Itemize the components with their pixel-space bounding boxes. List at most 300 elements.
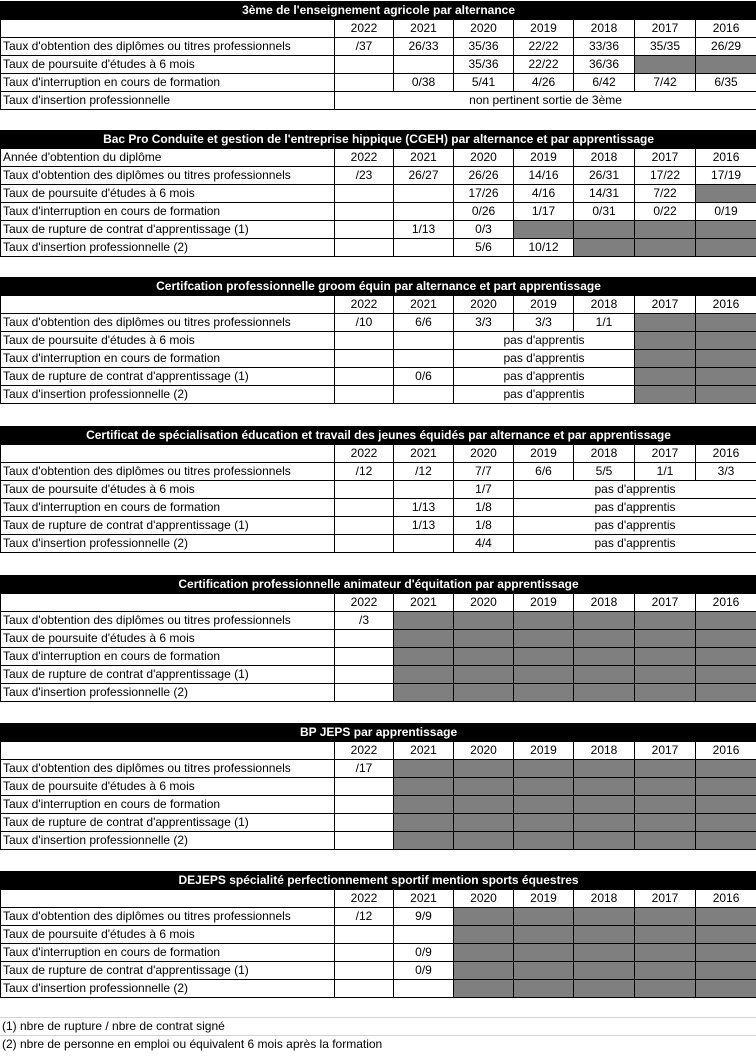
row-label: Taux d'obtention des diplômes ou titres professionnels bbox=[1, 612, 335, 630]
year-cell: 2017 bbox=[635, 445, 696, 463]
table-row bbox=[1, 56, 756, 74]
shaded-cell bbox=[696, 368, 756, 386]
data-cell: 7/22 bbox=[635, 185, 696, 203]
data-cell: 1/8 bbox=[454, 517, 514, 535]
shaded-cell bbox=[394, 778, 454, 796]
year-header-row bbox=[1, 296, 756, 314]
shaded-cell bbox=[394, 796, 454, 814]
shaded-cell bbox=[635, 908, 696, 926]
data-cell: 3/3 bbox=[454, 314, 514, 332]
row-label: Taux d'interruption en cours de formation bbox=[1, 796, 335, 814]
table-bp-jeps bbox=[0, 723, 756, 850]
shaded-cell bbox=[696, 926, 756, 944]
shaded-cell bbox=[696, 332, 756, 350]
shaded-cell bbox=[454, 630, 514, 648]
row-label: Taux de poursuite d'études à 6 mois bbox=[1, 630, 335, 648]
shaded-cell bbox=[574, 778, 635, 796]
shaded-cell bbox=[454, 796, 514, 814]
row-label: Taux de rupture de contrat d'apprentissage (1) bbox=[1, 666, 335, 684]
data-cell bbox=[335, 368, 394, 386]
year-cell: 2019 bbox=[514, 742, 574, 760]
data-cell bbox=[335, 74, 394, 92]
empty-cell bbox=[335, 350, 394, 368]
table-title: Certificat de spécialisation éducation et travail des jeunes équidés par alternance et par apprentissage bbox=[1, 427, 756, 445]
year-cell: 2020 bbox=[454, 296, 514, 314]
table-row bbox=[1, 92, 756, 110]
row-label: Taux d'interruption en cours de formation bbox=[1, 499, 335, 517]
shaded-cell bbox=[574, 980, 635, 998]
data-cell bbox=[335, 203, 394, 221]
shaded-cell bbox=[514, 814, 574, 832]
shaded-cell bbox=[635, 314, 696, 332]
shaded-cell bbox=[696, 832, 756, 850]
shaded-cell bbox=[574, 796, 635, 814]
shaded-cell bbox=[574, 944, 635, 962]
empty-cell bbox=[335, 666, 394, 684]
data-cell bbox=[335, 221, 394, 239]
year-cell: 2018 bbox=[574, 594, 635, 612]
table-row bbox=[1, 203, 756, 221]
data-cell bbox=[335, 499, 394, 517]
shaded-cell bbox=[635, 239, 696, 257]
data-cell: 3/3 bbox=[696, 463, 756, 481]
data-cell: 0/26 bbox=[454, 203, 514, 221]
shaded-cell bbox=[514, 648, 574, 666]
data-cell: 9/9 bbox=[394, 908, 454, 926]
data-cell: 5/6 bbox=[454, 239, 514, 257]
shaded-cell bbox=[635, 221, 696, 239]
year-cell: 2017 bbox=[635, 594, 696, 612]
row-label: Taux d'obtention des diplômes ou titres professionnels bbox=[1, 38, 335, 56]
shaded-cell bbox=[454, 926, 514, 944]
table-row bbox=[1, 944, 756, 962]
shaded-cell bbox=[454, 612, 514, 630]
year-cell: 2019 bbox=[514, 296, 574, 314]
shaded-cell bbox=[574, 908, 635, 926]
data-cell: 0/31 bbox=[574, 203, 635, 221]
data-cell bbox=[335, 481, 394, 499]
shaded-cell bbox=[514, 832, 574, 850]
table-row bbox=[1, 481, 756, 499]
year-cell: 2018 bbox=[574, 149, 635, 167]
shaded-cell bbox=[635, 832, 696, 850]
data-cell bbox=[394, 535, 454, 553]
table-title: Bac Pro Conduite et gestion de l'entreprise hippique (CGEH) par alternance et par apprentissage bbox=[1, 131, 756, 149]
table-title: BP JEPS par apprentissage bbox=[1, 724, 756, 742]
data-cell: 6/42 bbox=[574, 74, 635, 92]
shaded-cell bbox=[574, 630, 635, 648]
row-label: Taux de poursuite d'études à 6 mois bbox=[1, 926, 335, 944]
shaded-cell bbox=[635, 962, 696, 980]
year-cell: 2017 bbox=[635, 742, 696, 760]
year-cell: 2021 bbox=[394, 445, 454, 463]
row-label: Taux de rupture de contrat d'apprentissage (1) bbox=[1, 517, 335, 535]
shaded-cell bbox=[514, 796, 574, 814]
data-cell: 0/3 bbox=[454, 221, 514, 239]
row-label: Taux d'insertion professionnelle (2) bbox=[1, 239, 335, 257]
table-3eme-agricole bbox=[0, 1, 756, 110]
year-cell: 2020 bbox=[454, 149, 514, 167]
shaded-cell bbox=[635, 666, 696, 684]
data-cell: /17 bbox=[335, 760, 394, 778]
data-cell: 6/35 bbox=[696, 74, 756, 92]
shaded-cell bbox=[454, 778, 514, 796]
year-cell: 2022 bbox=[335, 594, 394, 612]
shaded-cell bbox=[696, 612, 756, 630]
table-row bbox=[1, 38, 756, 56]
data-cell: 0/38 bbox=[394, 74, 454, 92]
shaded-cell bbox=[696, 760, 756, 778]
table-row bbox=[1, 167, 756, 185]
year-cell: 2019 bbox=[514, 890, 574, 908]
shaded-cell bbox=[394, 666, 454, 684]
row-label: Taux d'obtention des diplômes ou titres professionnels bbox=[1, 908, 335, 926]
note-cell: non pertinent sortie de 3ème bbox=[335, 92, 756, 110]
row-label: Taux de rupture de contrat d'apprentissage (1) bbox=[1, 814, 335, 832]
data-cell: 33/36 bbox=[574, 38, 635, 56]
table-row bbox=[1, 463, 756, 481]
data-cell: 7/7 bbox=[454, 463, 514, 481]
table-row bbox=[1, 648, 756, 666]
data-cell: 1/1 bbox=[574, 314, 635, 332]
shaded-cell bbox=[514, 778, 574, 796]
shaded-cell bbox=[514, 612, 574, 630]
year-cell: 2019 bbox=[514, 20, 574, 38]
table-title: Certification professionnelle animateur d'équitation par apprentissage bbox=[1, 576, 756, 594]
year-cell: 2022 bbox=[335, 149, 394, 167]
empty-cell bbox=[394, 350, 454, 368]
data-cell bbox=[335, 185, 394, 203]
shaded-cell bbox=[514, 221, 574, 239]
year-cell: 2018 bbox=[574, 296, 635, 314]
empty-cell bbox=[394, 386, 454, 404]
shaded-cell bbox=[574, 926, 635, 944]
data-cell bbox=[394, 203, 454, 221]
empty-cell bbox=[335, 648, 394, 666]
footnote-1: (1) nbre de rupture / nbre de contrat signé bbox=[0, 1018, 756, 1036]
data-cell: 17/22 bbox=[635, 167, 696, 185]
row-label: Taux d'insertion professionnelle (2) bbox=[1, 980, 335, 998]
shaded-cell bbox=[635, 612, 696, 630]
shaded-cell bbox=[454, 980, 514, 998]
year-cell: 2022 bbox=[335, 742, 394, 760]
shaded-cell bbox=[514, 908, 574, 926]
year-cell: 2020 bbox=[454, 742, 514, 760]
shaded-cell bbox=[394, 814, 454, 832]
empty-cell bbox=[1, 445, 335, 463]
data-cell bbox=[335, 56, 394, 74]
shaded-cell bbox=[454, 666, 514, 684]
table-row bbox=[1, 517, 756, 535]
data-cell: 0/9 bbox=[394, 962, 454, 980]
data-cell bbox=[394, 481, 454, 499]
shaded-cell bbox=[394, 648, 454, 666]
shaded-cell bbox=[454, 832, 514, 850]
year-cell: 2019 bbox=[514, 594, 574, 612]
shaded-cell bbox=[574, 648, 635, 666]
row-label: Taux d'interruption en cours de formation bbox=[1, 203, 335, 221]
shaded-cell bbox=[696, 962, 756, 980]
shaded-cell bbox=[514, 630, 574, 648]
data-cell: 5/41 bbox=[454, 74, 514, 92]
row-label: Taux de poursuite d'études à 6 mois bbox=[1, 481, 335, 499]
table-cs-jeunes-equides bbox=[0, 426, 756, 553]
table-row bbox=[1, 684, 756, 702]
table-row bbox=[1, 332, 756, 350]
row-label: Taux de rupture de contrat d'apprentissage (1) bbox=[1, 368, 335, 386]
data-cell: 1/1 bbox=[635, 463, 696, 481]
empty-cell bbox=[394, 332, 454, 350]
table-row bbox=[1, 239, 756, 257]
year-cell: 2022 bbox=[335, 890, 394, 908]
table-title: DEJEPS spécialité perfectionnement sportif mention sports équestres bbox=[1, 872, 756, 890]
row-label: Taux d'insertion professionnelle (2) bbox=[1, 386, 335, 404]
year-cell: 2016 bbox=[696, 890, 756, 908]
empty-cell bbox=[335, 832, 394, 850]
shaded-cell bbox=[696, 684, 756, 702]
table-title: 3ème de l'enseignement agricole par alternance bbox=[1, 2, 756, 20]
year-cell: 2017 bbox=[635, 20, 696, 38]
year-cell: 2019 bbox=[514, 445, 574, 463]
data-cell bbox=[335, 535, 394, 553]
data-cell: 6/6 bbox=[514, 463, 574, 481]
data-cell: /12 bbox=[335, 908, 394, 926]
shaded-cell bbox=[635, 926, 696, 944]
shaded-cell bbox=[514, 962, 574, 980]
year-header-row bbox=[1, 890, 756, 908]
data-cell: 0/6 bbox=[394, 368, 454, 386]
shaded-cell bbox=[394, 630, 454, 648]
shaded-cell bbox=[454, 908, 514, 926]
year-header-row bbox=[1, 594, 756, 612]
data-cell: /3 bbox=[335, 612, 394, 630]
shaded-cell bbox=[635, 350, 696, 368]
table-row bbox=[1, 814, 756, 832]
shaded-cell bbox=[574, 221, 635, 239]
year-cell: 2020 bbox=[454, 594, 514, 612]
data-cell: 26/33 bbox=[394, 38, 454, 56]
note-cell: pas d'apprentis bbox=[514, 481, 756, 499]
shaded-cell bbox=[696, 630, 756, 648]
year-header-row bbox=[1, 149, 756, 167]
data-cell: 35/35 bbox=[635, 38, 696, 56]
footnotes bbox=[0, 1017, 756, 1053]
row-label: Taux de poursuite d'études à 6 mois bbox=[1, 185, 335, 203]
table-row bbox=[1, 832, 756, 850]
shaded-cell bbox=[574, 962, 635, 980]
data-cell: /10 bbox=[335, 314, 394, 332]
shaded-cell bbox=[635, 980, 696, 998]
shaded-cell bbox=[574, 760, 635, 778]
table-row bbox=[1, 221, 756, 239]
shaded-cell bbox=[514, 944, 574, 962]
note-cell: pas d'apprentis bbox=[454, 350, 635, 368]
year-header-row bbox=[1, 445, 756, 463]
year-cell: 2018 bbox=[574, 445, 635, 463]
shaded-cell bbox=[635, 648, 696, 666]
year-cell: 2022 bbox=[335, 20, 394, 38]
data-cell: 14/31 bbox=[574, 185, 635, 203]
empty-cell bbox=[394, 926, 454, 944]
empty-cell bbox=[1, 20, 335, 38]
data-cell: /37 bbox=[335, 38, 394, 56]
year-cell: 2018 bbox=[574, 890, 635, 908]
year-cell: 2017 bbox=[635, 149, 696, 167]
table-row bbox=[1, 185, 756, 203]
data-cell bbox=[335, 239, 394, 257]
shaded-cell bbox=[394, 684, 454, 702]
row-label: Taux d'obtention des diplômes ou titres professionnels bbox=[1, 760, 335, 778]
shaded-cell bbox=[635, 630, 696, 648]
table-row bbox=[1, 926, 756, 944]
year-cell: 2021 bbox=[394, 594, 454, 612]
year-cell: 2016 bbox=[696, 445, 756, 463]
empty-cell bbox=[335, 796, 394, 814]
data-cell: 22/22 bbox=[514, 56, 574, 74]
row-label: Taux d'insertion professionnelle (2) bbox=[1, 832, 335, 850]
table-bac-pro-cgeh bbox=[0, 130, 756, 257]
row-label: Année d'obtention du diplôme bbox=[1, 149, 335, 167]
shaded-cell bbox=[635, 944, 696, 962]
shaded-cell bbox=[574, 666, 635, 684]
shaded-cell bbox=[696, 314, 756, 332]
data-cell: 26/26 bbox=[454, 167, 514, 185]
year-cell: 2017 bbox=[635, 296, 696, 314]
data-cell: 0/19 bbox=[696, 203, 756, 221]
table-row bbox=[1, 778, 756, 796]
data-cell: 0/22 bbox=[635, 203, 696, 221]
year-cell: 2020 bbox=[454, 20, 514, 38]
year-cell: 2020 bbox=[454, 890, 514, 908]
year-cell: 2016 bbox=[696, 149, 756, 167]
year-cell: 2021 bbox=[394, 20, 454, 38]
shaded-cell bbox=[454, 684, 514, 702]
year-cell: 2020 bbox=[454, 445, 514, 463]
note-cell: pas d'apprentis bbox=[514, 535, 756, 553]
data-cell: 3/3 bbox=[514, 314, 574, 332]
year-cell: 2021 bbox=[394, 742, 454, 760]
shaded-cell bbox=[696, 648, 756, 666]
row-label: Taux d'interruption en cours de formation bbox=[1, 350, 335, 368]
shaded-cell bbox=[696, 56, 756, 74]
table-row bbox=[1, 612, 756, 630]
shaded-cell bbox=[514, 926, 574, 944]
empty-cell bbox=[1, 594, 335, 612]
row-label: Taux de poursuite d'études à 6 mois bbox=[1, 332, 335, 350]
row-label: Taux d'interruption en cours de formation bbox=[1, 944, 335, 962]
shaded-cell bbox=[454, 648, 514, 666]
shaded-cell bbox=[696, 778, 756, 796]
data-cell bbox=[335, 944, 394, 962]
empty-cell bbox=[1, 890, 335, 908]
table-dejeps bbox=[0, 871, 756, 998]
shaded-cell bbox=[696, 908, 756, 926]
note-cell: pas d'apprentis bbox=[514, 517, 756, 535]
empty-cell bbox=[335, 630, 394, 648]
empty-cell bbox=[335, 814, 394, 832]
shaded-cell bbox=[394, 832, 454, 850]
shaded-cell bbox=[635, 778, 696, 796]
shaded-cell bbox=[574, 612, 635, 630]
shaded-cell bbox=[635, 332, 696, 350]
data-cell: 0/9 bbox=[394, 944, 454, 962]
shaded-cell bbox=[635, 796, 696, 814]
shaded-cell bbox=[696, 350, 756, 368]
empty-cell bbox=[335, 386, 394, 404]
shaded-cell bbox=[454, 962, 514, 980]
year-cell: 2016 bbox=[696, 742, 756, 760]
shaded-cell bbox=[454, 944, 514, 962]
shaded-cell bbox=[696, 796, 756, 814]
table-row bbox=[1, 760, 756, 778]
shaded-cell bbox=[514, 684, 574, 702]
table-row bbox=[1, 630, 756, 648]
shaded-cell bbox=[514, 980, 574, 998]
note-cell: pas d'apprentis bbox=[514, 499, 756, 517]
shaded-cell bbox=[696, 666, 756, 684]
table-row bbox=[1, 386, 756, 404]
empty-cell bbox=[335, 684, 394, 702]
table-row bbox=[1, 908, 756, 926]
row-label: Taux d'interruption en cours de formation bbox=[1, 648, 335, 666]
shaded-cell bbox=[696, 239, 756, 257]
data-cell: 6/6 bbox=[394, 314, 454, 332]
shaded-cell bbox=[574, 684, 635, 702]
shaded-cell bbox=[394, 760, 454, 778]
year-cell: 2019 bbox=[514, 149, 574, 167]
data-cell: 4/4 bbox=[454, 535, 514, 553]
shaded-cell bbox=[635, 814, 696, 832]
data-cell: 1/8 bbox=[454, 499, 514, 517]
table-row bbox=[1, 74, 756, 92]
data-cell: 26/27 bbox=[394, 167, 454, 185]
year-cell: 2022 bbox=[335, 296, 394, 314]
row-label: Taux d'insertion professionnelle (2) bbox=[1, 684, 335, 702]
data-cell: 35/36 bbox=[454, 38, 514, 56]
year-cell: 2018 bbox=[574, 742, 635, 760]
year-header-row bbox=[1, 742, 756, 760]
data-cell bbox=[394, 185, 454, 203]
data-cell: 22/22 bbox=[514, 38, 574, 56]
shaded-cell bbox=[635, 760, 696, 778]
shaded-cell bbox=[454, 814, 514, 832]
year-cell: 2018 bbox=[574, 20, 635, 38]
row-label: Taux de rupture de contrat d'apprentissage (1) bbox=[1, 962, 335, 980]
data-cell: 36/36 bbox=[574, 56, 635, 74]
shaded-cell bbox=[696, 980, 756, 998]
footnote-2: (2) nbre de personne en emploi ou équivalent 6 mois après la formation bbox=[0, 1036, 756, 1054]
shaded-cell bbox=[514, 666, 574, 684]
row-label: Taux d'obtention des diplômes ou titres professionnels bbox=[1, 167, 335, 185]
row-label: Taux d'obtention des diplômes ou titres professionnels bbox=[1, 314, 335, 332]
note-cell: pas d'apprentis bbox=[454, 368, 635, 386]
table-row bbox=[1, 535, 756, 553]
shaded-cell bbox=[574, 239, 635, 257]
data-cell: 1/13 bbox=[394, 221, 454, 239]
data-cell: 4/26 bbox=[514, 74, 574, 92]
row-label: Taux d'obtention des diplômes ou titres professionnels bbox=[1, 463, 335, 481]
table-groom-equin bbox=[0, 277, 756, 404]
year-header-row bbox=[1, 20, 756, 38]
data-cell bbox=[394, 239, 454, 257]
year-cell: 2021 bbox=[394, 296, 454, 314]
empty-cell bbox=[1, 742, 335, 760]
year-cell: 2016 bbox=[696, 594, 756, 612]
data-cell: 10/12 bbox=[514, 239, 574, 257]
table-row bbox=[1, 314, 756, 332]
empty-cell bbox=[335, 926, 394, 944]
table-animateur-equitation bbox=[0, 575, 756, 702]
